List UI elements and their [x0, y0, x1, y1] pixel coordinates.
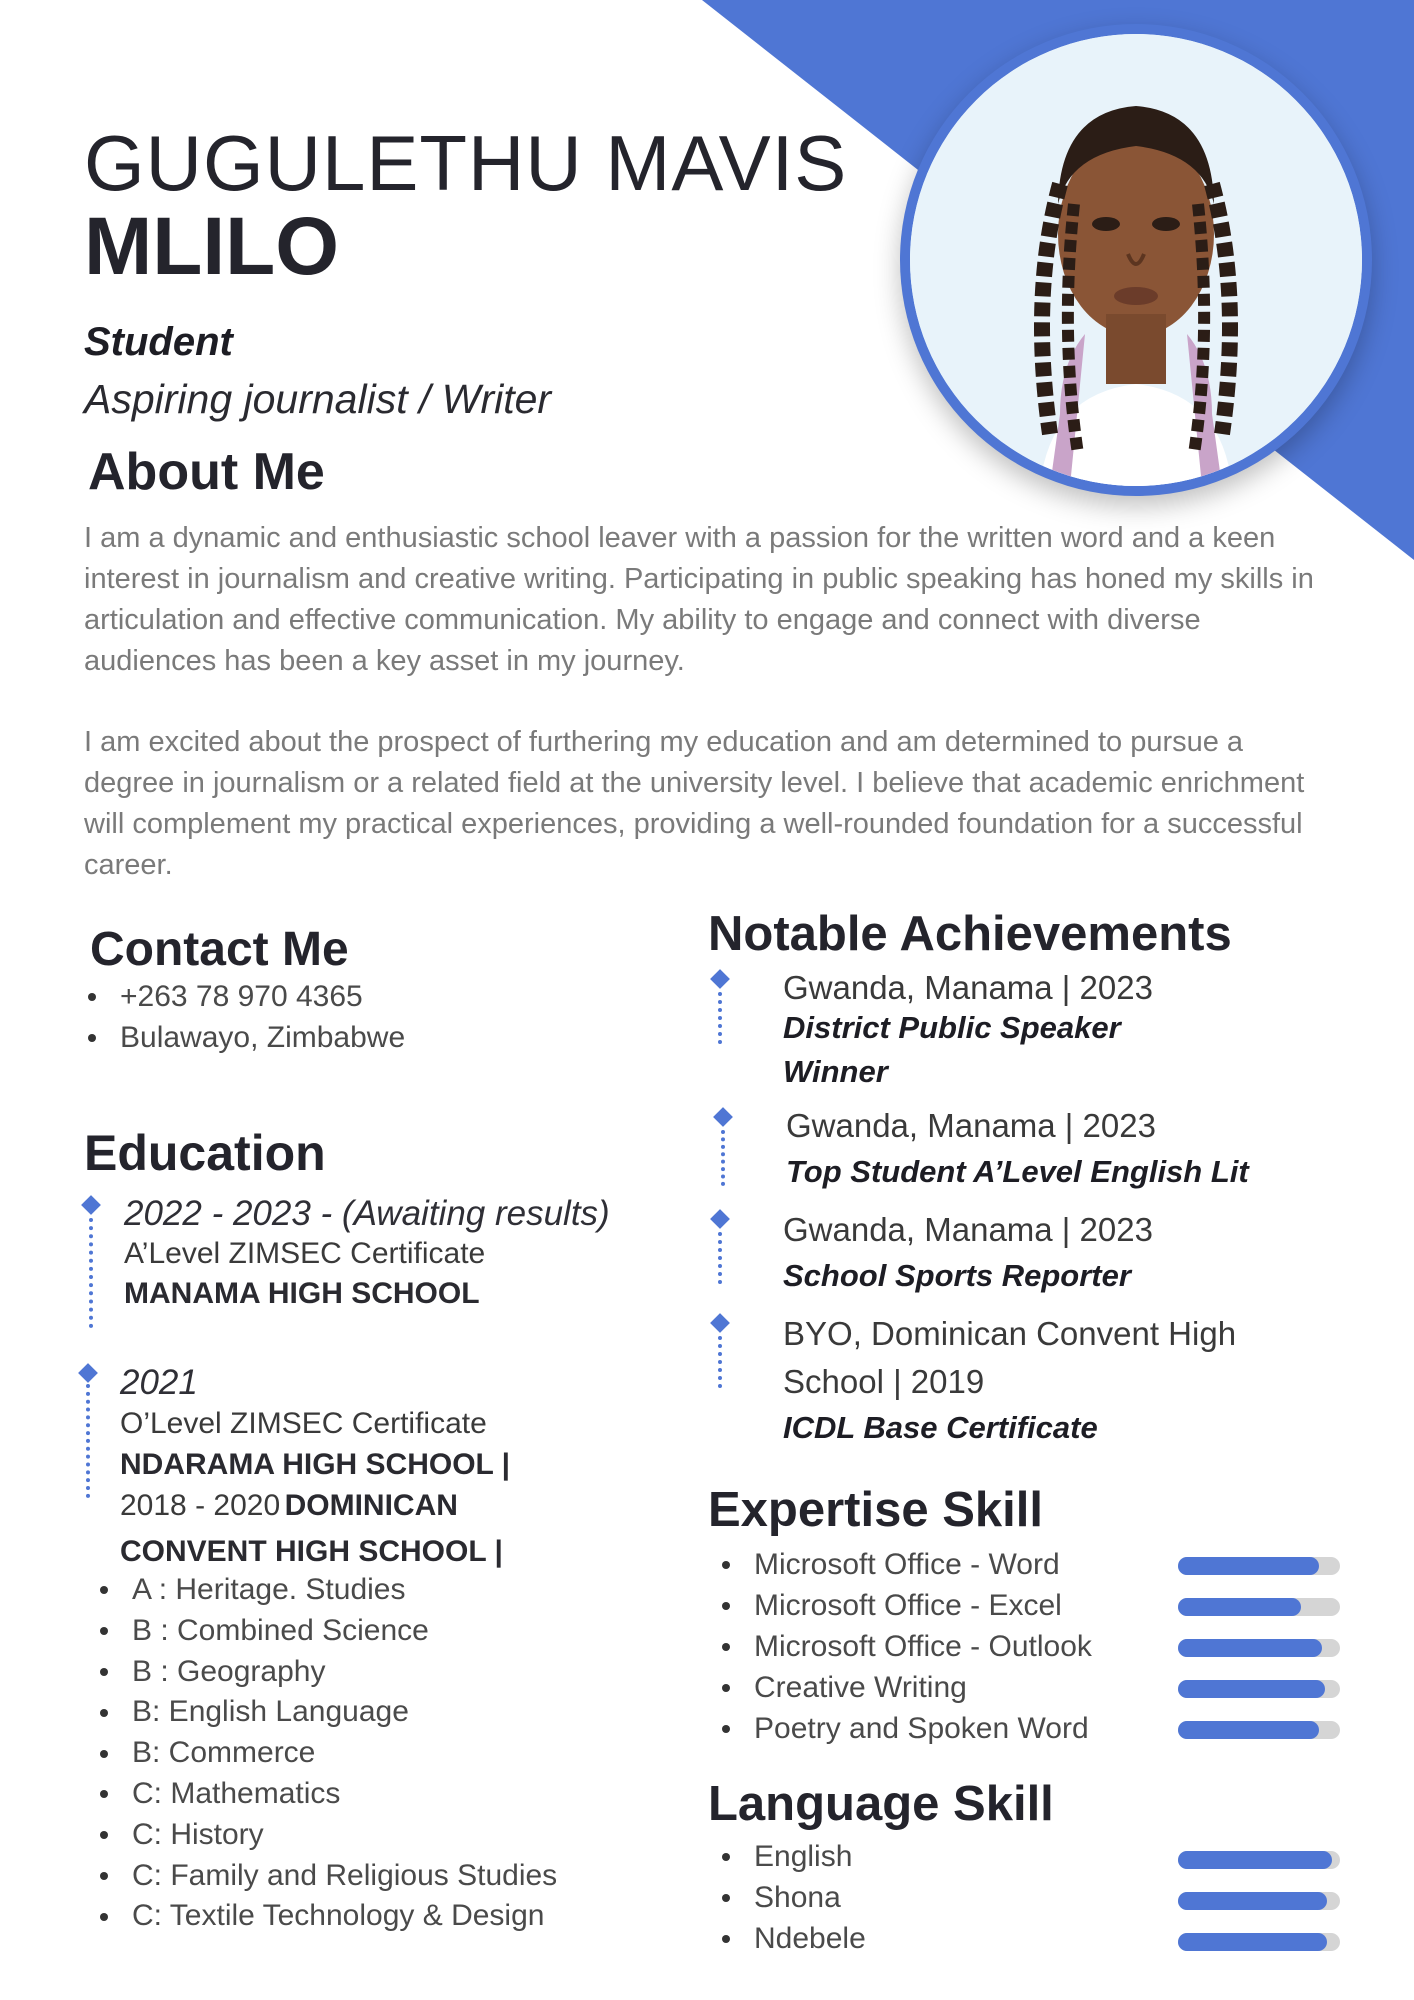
- contact-list: [84, 976, 405, 1058]
- subject-grade: C: History: [96, 1815, 557, 1856]
- education-entry: [124, 1194, 610, 1314]
- skill-bar-fill: [1178, 1557, 1319, 1575]
- subject-grade: C: Mathematics: [96, 1774, 557, 1815]
- education-certificate: O’Level ZIMSEC Certificate: [120, 1407, 487, 1440]
- subject-grade: B : Geography: [96, 1652, 557, 1693]
- education-school: NDARAMA HIGH SCHOOL |: [120, 1448, 511, 1481]
- language-skill: Ndebele: [718, 1918, 866, 1959]
- achievement-item: [783, 1310, 1343, 1450]
- achievement-item: [783, 964, 1203, 1094]
- subject-grade: A : Heritage. Studies: [96, 1570, 557, 1611]
- language-bar: [1178, 1892, 1340, 1910]
- achievement-title: School Sports Reporter: [783, 1258, 1131, 1293]
- skill-bar-fill: [1178, 1721, 1319, 1739]
- language-list: [718, 1836, 866, 1959]
- language-bar: [1178, 1933, 1340, 1951]
- name-surname: MLILO: [84, 201, 340, 292]
- about-text: [84, 518, 1340, 926]
- about-paragraph: I am excited about the prospect of furthering my education and am determined to pursue a degree in journalism or a related field at the university level. I believe that academic enrichment will complement my practical experiences, providing a well-rounded foundation for a successful career.: [84, 726, 1305, 881]
- education-certificate: A’Level ZIMSEC Certificate: [124, 1237, 486, 1270]
- subject-grade: B: Commerce: [96, 1733, 557, 1774]
- expertise-list: [718, 1544, 1092, 1749]
- expertise-skill: Microsoft Office - Excel: [718, 1585, 1092, 1626]
- subject-grade: C: Family and Religious Studies: [96, 1856, 557, 1897]
- timeline-dots: [718, 992, 722, 1044]
- timeline-dots: [86, 1384, 90, 1498]
- education-entry: [120, 1362, 560, 1577]
- role-title: Student: [84, 320, 233, 364]
- language-heading: Language Skill: [708, 1777, 1054, 1831]
- portrait-illustration: [910, 34, 1362, 486]
- skill-bar: [1178, 1557, 1340, 1575]
- skill-bar-fill: [1178, 1680, 1325, 1698]
- contact-heading: Contact Me: [90, 923, 349, 976]
- language-bar: [1178, 1851, 1340, 1869]
- achievement-title: District Public Speaker Winner: [783, 1010, 1121, 1089]
- timeline-dots: [721, 1130, 725, 1186]
- subject-grade: C: Textile Technology & Design: [96, 1896, 557, 1937]
- expertise-skill: Microsoft Office - Word: [718, 1544, 1092, 1585]
- achievement-title: ICDL Base Certificate: [783, 1410, 1098, 1445]
- language-bar-fill: [1178, 1933, 1327, 1951]
- education-date: 2021: [120, 1363, 198, 1402]
- about-paragraph: I am a dynamic and enthusiastic school leaver with a passion for the written word and a keen interest in journalism and creative writing. Participating in public speaking has honed my skills in articulation and effective communication. My ability to engage and connect with diverse audiences has been a key asset in my journey.: [84, 522, 1314, 677]
- education-school-secondary: DOMINICAN CONVENT HIGH SCHOOL |: [120, 1489, 503, 1568]
- skill-bar-fill: [1178, 1639, 1322, 1657]
- achievement-location: BYO, Dominican Convent High School | 2019: [783, 1315, 1237, 1400]
- achievements-heading: Notable Achievements: [708, 907, 1232, 961]
- skill-bar: [1178, 1598, 1340, 1616]
- expertise-skill: Poetry and Spoken Word: [718, 1708, 1092, 1749]
- achievement-item: [786, 1102, 1346, 1194]
- tagline: Aspiring journalist / Writer: [84, 376, 552, 422]
- contact-location: Bulawayo, Zimbabwe: [84, 1017, 405, 1058]
- contact-phone: +263 78 970 4365: [84, 976, 405, 1017]
- about-heading: About Me: [88, 443, 325, 501]
- timeline-dots: [718, 1336, 722, 1388]
- timeline-dots: [718, 1232, 722, 1284]
- subject-grade: B: English Language: [96, 1692, 557, 1733]
- achievement-item: [783, 1206, 1343, 1298]
- profile-photo-frame: [900, 24, 1372, 496]
- profile-photo: [910, 34, 1362, 486]
- achievement-location: Gwanda, Manama | 2023: [786, 1107, 1156, 1144]
- timeline-dots: [89, 1218, 93, 1328]
- skill-bar-fill: [1178, 1598, 1301, 1616]
- subject-grade: B : Combined Science: [96, 1611, 557, 1652]
- skill-bar: [1178, 1721, 1340, 1739]
- achievement-location: Gwanda, Manama | 2023: [783, 1211, 1153, 1248]
- expertise-skill: Microsoft Office - Outlook: [718, 1626, 1092, 1667]
- subject-grades-list: [96, 1570, 557, 1937]
- language-skill: Shona: [718, 1877, 866, 1918]
- skill-bar: [1178, 1639, 1340, 1657]
- achievement-location: Gwanda, Manama | 2023: [783, 969, 1153, 1006]
- expertise-skill: Creative Writing: [718, 1667, 1092, 1708]
- language-bar-fill: [1178, 1851, 1332, 1869]
- name-first: GUGULETHU MAVIS: [84, 119, 848, 207]
- education-years: 2018 - 2020: [120, 1489, 281, 1522]
- expertise-heading: Expertise Skill: [708, 1483, 1044, 1537]
- skill-bar: [1178, 1680, 1340, 1698]
- language-skill: English: [718, 1836, 866, 1877]
- achievement-title: Top Student A’Level English Lit: [786, 1154, 1249, 1189]
- education-school: MANAMA HIGH SCHOOL: [124, 1277, 480, 1310]
- language-bar-fill: [1178, 1892, 1327, 1910]
- education-date: 2022 - 2023 - (Awaiting results): [124, 1194, 610, 1233]
- education-heading: Education: [84, 1125, 326, 1181]
